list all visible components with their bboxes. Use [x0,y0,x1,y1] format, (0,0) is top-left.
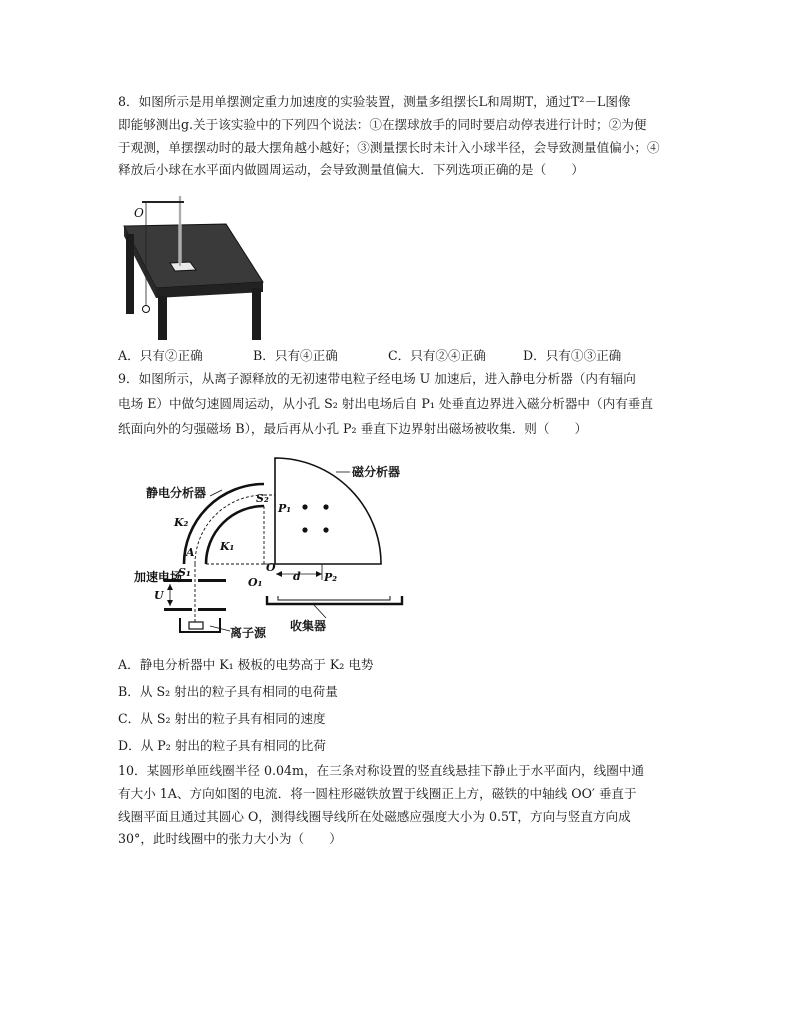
q8-line-4: 释放后小球在水平面内做圆周运动，会导致测量值偏大．下列选项正确的是（ ） [118,162,584,177]
q9-line-2: 电场 E）中做匀速圆周运动，从小孔 S₂ 射出电场后自 P₁ 处垂直边界进入磁分析器中（内有垂直 [118,396,653,411]
label-s1: S₁ [178,566,191,579]
label-k1: K₁ [220,540,235,553]
q8-line-2: 即能够测出g.关于该实验中的下列四个说法：①在摆球放手的同时要启动停表进行计时；②为便 [118,117,647,132]
q9-option-a: A．静电分析器中 K₁ 极板的电势高于 K₂ 电势 [118,657,374,672]
q8-option-c: C．只有②④正确 [388,348,486,363]
q10-line-3: 线圈平面且通过其圆心 O，测得线圈导线所在处磁感应强度大小为 0.5T，方向与竖直方向成 [118,809,631,824]
label-o1: O₁ [248,576,263,589]
q8-option-a: A．只有②正确 [118,348,203,363]
q9-option-b: B．从 S₂ 射出的粒子具有相同的电荷量 [118,684,338,699]
mass-spectrometer-figure [134,450,415,645]
q10-line-2: 有大小 1A、方向如图的电流．将一圆柱形磁铁放置于线圈正上方，磁铁的中轴线 OO′ 垂直于 [118,786,637,801]
label-k2: K₂ [174,516,189,529]
pendulum-pivot-label: O [134,206,144,220]
label-o: O [266,561,276,574]
q8-line-1: 8．如图所示是用单摆测定重力加速度的实验装置，测量多组摆长L和周期T，通过T²－L图像 [118,94,631,109]
q8-line-3: 于观测，单摆摆动时的最大摆角越小越好；③测量摆长时未计入小球半径，会导致测量值偏小；④ [118,140,660,155]
label-electrostatic-analyzer: 静电分析器 [146,486,207,500]
label-d: d [293,570,301,583]
label-magnetic-analyzer: 磁分析器 [352,465,401,479]
label-a: A [186,546,195,559]
label-p2: P₂ [324,571,338,584]
label-accelerating-field: 加速电场 [134,570,183,584]
q9-option-d: D．从 P₂ 射出的粒子具有相同的比荷 [118,738,326,753]
label-ion-source: 离子源 [230,626,267,640]
q10-line-4: 30°，此时线圈中的张力大小为（ ） [118,831,342,846]
label-u: U [154,589,164,602]
pendulum-apparatus-figure [118,188,268,343]
q10-line-1: 10．某圆形单匝线圈半径 0.04m，在三条对称设置的竖直线悬挂下静止于水平面内，线圈中通 [118,763,644,778]
q8-option-b: B．只有④正确 [253,348,338,363]
q9-line-1: 9．如图所示，从离子源释放的无初速带电粒子经电场 U 加速后，进入静电分析器（内有辐向 [118,371,636,386]
label-p1: P₁ [278,502,292,515]
q9-option-c: C．从 S₂ 射出的粒子具有相同的速度 [118,711,326,726]
q9-line-3: 纸面向外的匀强磁场 B），最后再从小孔 P₂ 垂直下边界射出磁场被收集．则（ ） [118,421,588,436]
q8-option-d: D．只有①③正确 [523,348,622,363]
label-s2: S₂ [256,492,269,505]
label-collector: 收集器 [290,619,327,633]
